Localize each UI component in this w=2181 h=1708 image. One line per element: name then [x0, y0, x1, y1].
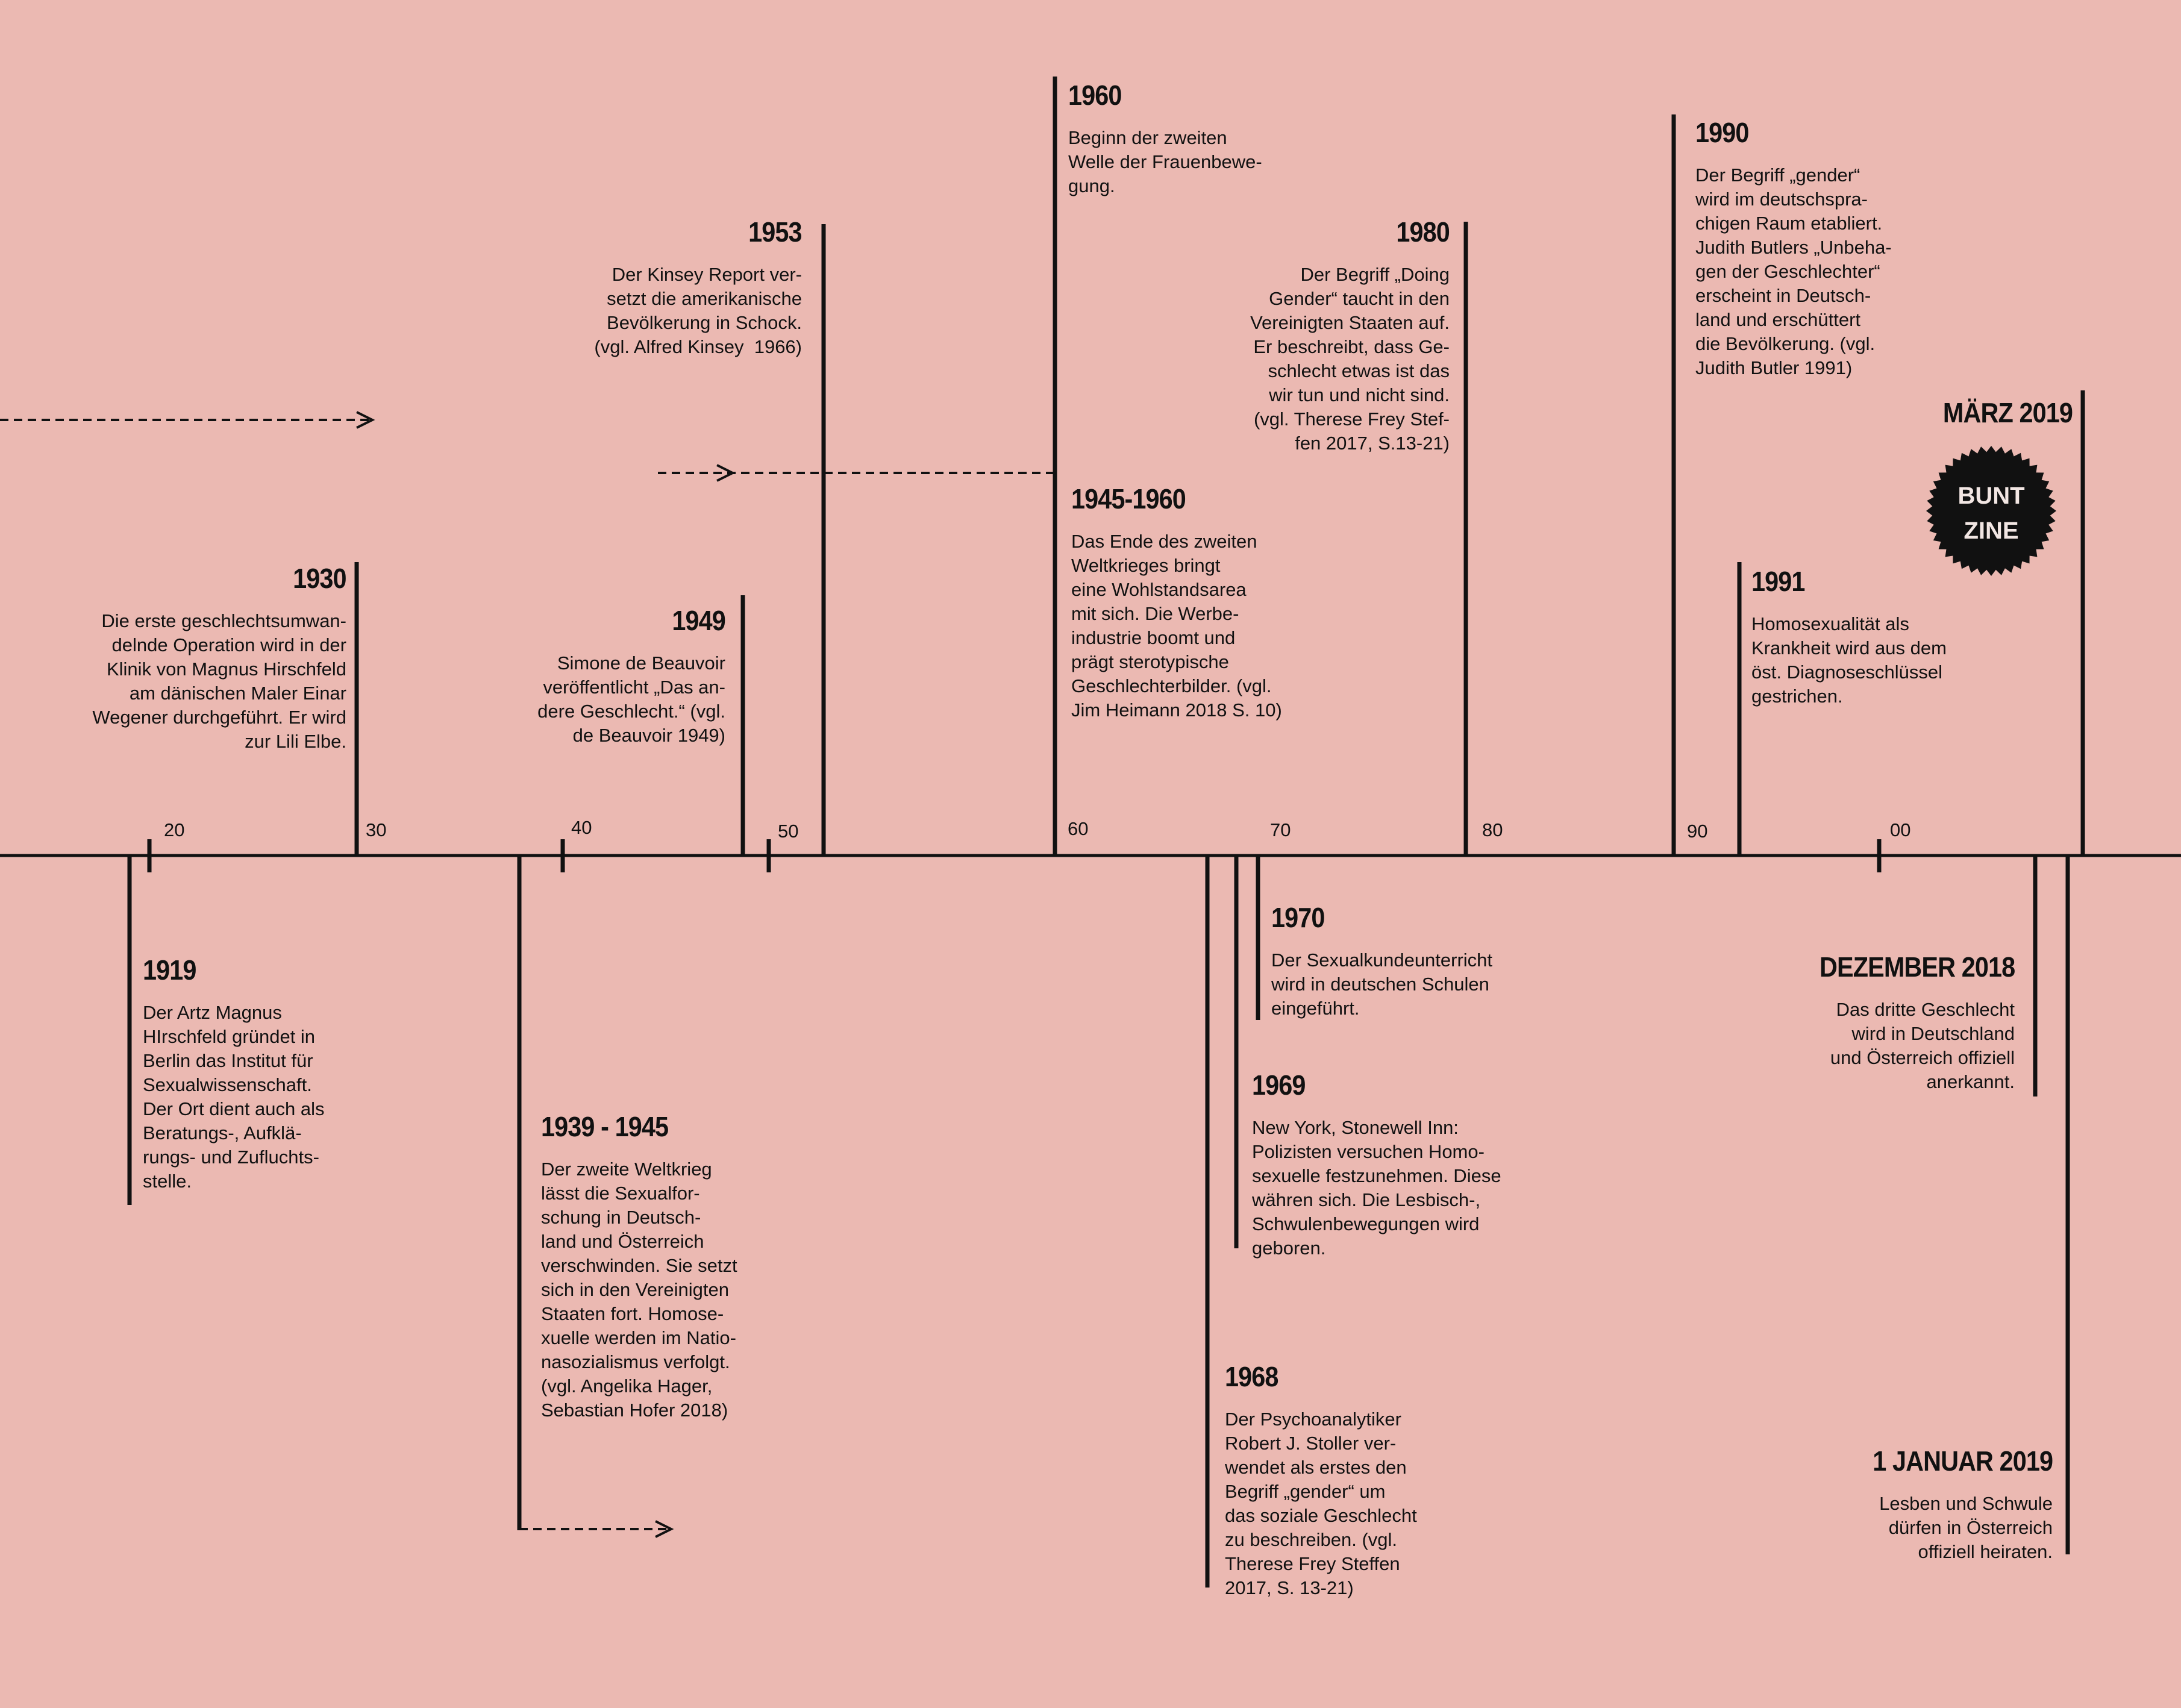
event-text: Der Kinsey Report ver- setzt die amerikanische Bevölkerung in Schock. (vgl. Alfred Kinsey 1966): [594, 264, 802, 357]
event-year: 1990: [1695, 117, 1749, 148]
event-year: 1949: [672, 605, 725, 636]
tick-label-00: 00: [1890, 819, 1911, 840]
event-year: 1953: [748, 216, 802, 248]
event-year: MÄRZ 2019: [1942, 397, 2073, 428]
event-year: 1939 - 1945: [541, 1111, 669, 1142]
event-text: Lesben und Schwule dürfen in Österreich offiziell heiraten.: [1879, 1493, 2053, 1562]
event-text: Die erste geschlechtsumwan- delnde Operation wird in der Klinik von Magnus Hirschfeld am dänischen Maler Einar Wegener durchgeführt. Er wird zur Lili Elbe.: [92, 610, 346, 752]
event-1949: [537, 607, 725, 748]
event-text: Das dritte Geschlecht wird in Deutschland und Österreich offiziell anerkannt.: [1830, 999, 2015, 1092]
event-1968: [1225, 1363, 1417, 1600]
event-1960: [1068, 81, 1262, 198]
event-1-januar-2019: [1853, 1447, 2053, 1564]
tick-label-70: 70: [1270, 819, 1291, 840]
event-1930: [92, 565, 346, 754]
event-text: Der Artz Magnus HIrschfeld gründet in Berlin das Institut für Sexualwissenschaft. Der Ort dient auch als Beratungs-, Aufklä- rungs- und Zufluchts- stelle.: [143, 1002, 325, 1192]
event-text: Der zweite Weltkrieg lässt die Sexualfor- schung in Deutsch- land und Österreich verschwinden. Sie setzt sich in den Vereinigten Staaten fort. Homose- xuelle werden im Natio- nasozialismus verfolgt. (vgl. Angelika Hager, Sebastian Hofer 2018): [541, 1159, 737, 1421]
event-1945-1960: [1071, 485, 1282, 722]
tick-label-90: 90: [1687, 821, 1708, 842]
event-year: 1 JANUAR 2019: [1873, 1445, 2053, 1477]
event-year: 1968: [1225, 1361, 1278, 1392]
event-1919: [143, 956, 325, 1193]
bunt-zine-badge: [1925, 445, 2057, 577]
event-text: New York, Stonewell Inn: Polizisten versuchen Homo- sexuelle festzunehmen. Diese währen sich. Die Lesbisch-, Schwulenbewegungen wird geboren.: [1252, 1117, 1501, 1259]
badge-label: [1925, 478, 2057, 548]
event-text: Das Ende des zweiten Weltkrieges bringt eine Wohlstandsarea mit sich. Die Werbe- industrie boomt und prägt sterotypische Geschlechterbilder. (vgl. Jim Heimann 2018 S. 10): [1071, 531, 1282, 721]
event-year: 1945-1960: [1071, 483, 1186, 515]
event-1969: [1252, 1071, 1501, 1260]
event-text: Der Begriff „gender“ wird im deutschspra- chigen Raum etabliert. Judith Butlers „Unbeha- gen der Geschlechter“ erscheint in Deutsch- land und erschüttert die Bevölkerung. (vgl. Judith Butler 1991): [1695, 164, 1892, 378]
event-year: DEZEMBER 2018: [1819, 951, 2015, 983]
tick-label-60: 60: [1068, 818, 1089, 839]
event-text: Der Psychoanalytiker Robert J. Stoller ver- wendet als erstes den Begriff „gender“ um das soziale Geschlecht zu beschreiben. (vgl. Therese Frey Steffen 2017, S. 13-21): [1225, 1409, 1417, 1598]
tick-label-20: 20: [164, 819, 185, 840]
event-stems-below: [130, 856, 2068, 1588]
event-1991: [1751, 568, 1947, 709]
badge-line-2: ZINE: [1964, 518, 2019, 544]
event-year: 1970: [1271, 902, 1325, 933]
event-1980: [1250, 218, 1450, 455]
event-year: 1930: [293, 563, 346, 594]
event-text: Der Begriff „Doing Gender“ taucht in den Vereinigten Staaten auf. Er beschreibt, dass Ge- schlecht etwas ist das wir tun und nicht sind. (vgl. Therese Frey Stef- fen 2017, S.13-21): [1250, 264, 1450, 454]
event-year: 1980: [1396, 216, 1450, 248]
tick-label-30: 30: [366, 819, 387, 840]
event-year: 1969: [1252, 1069, 1306, 1101]
event-1970: [1271, 904, 1492, 1021]
event-year: 1919: [143, 954, 196, 986]
badge-line-1: BUNT: [1957, 483, 2025, 509]
event-text: Beginn der zweiten Welle der Frauenbewe- gung.: [1068, 127, 1262, 196]
tick-label-50: 50: [778, 821, 799, 842]
event-1939-1945: [541, 1113, 737, 1422]
event-text: Der Sexualkundeunterricht wird in deutschen Schulen eingeführt.: [1271, 949, 1493, 1019]
event-maerz-2019: [1929, 399, 2073, 443]
event-year: 1991: [1751, 566, 1805, 597]
event-year: 1960: [1068, 80, 1122, 111]
event-text: Simone de Beauvoir veröffentlicht „Das an- dere Geschlecht.“ (vgl. de Beauvoir 1949): [537, 652, 725, 746]
event-1953: [594, 218, 802, 359]
event-text: Homosexualität als Krankheit wird aus dem öst. Diagnoseschlüssel gestrichen.: [1751, 613, 1947, 707]
event-dezember-2018: [1798, 953, 2015, 1094]
tick-label-40: 40: [571, 817, 592, 838]
event-1990: [1695, 119, 1892, 380]
tick-label-80: 80: [1482, 819, 1503, 840]
